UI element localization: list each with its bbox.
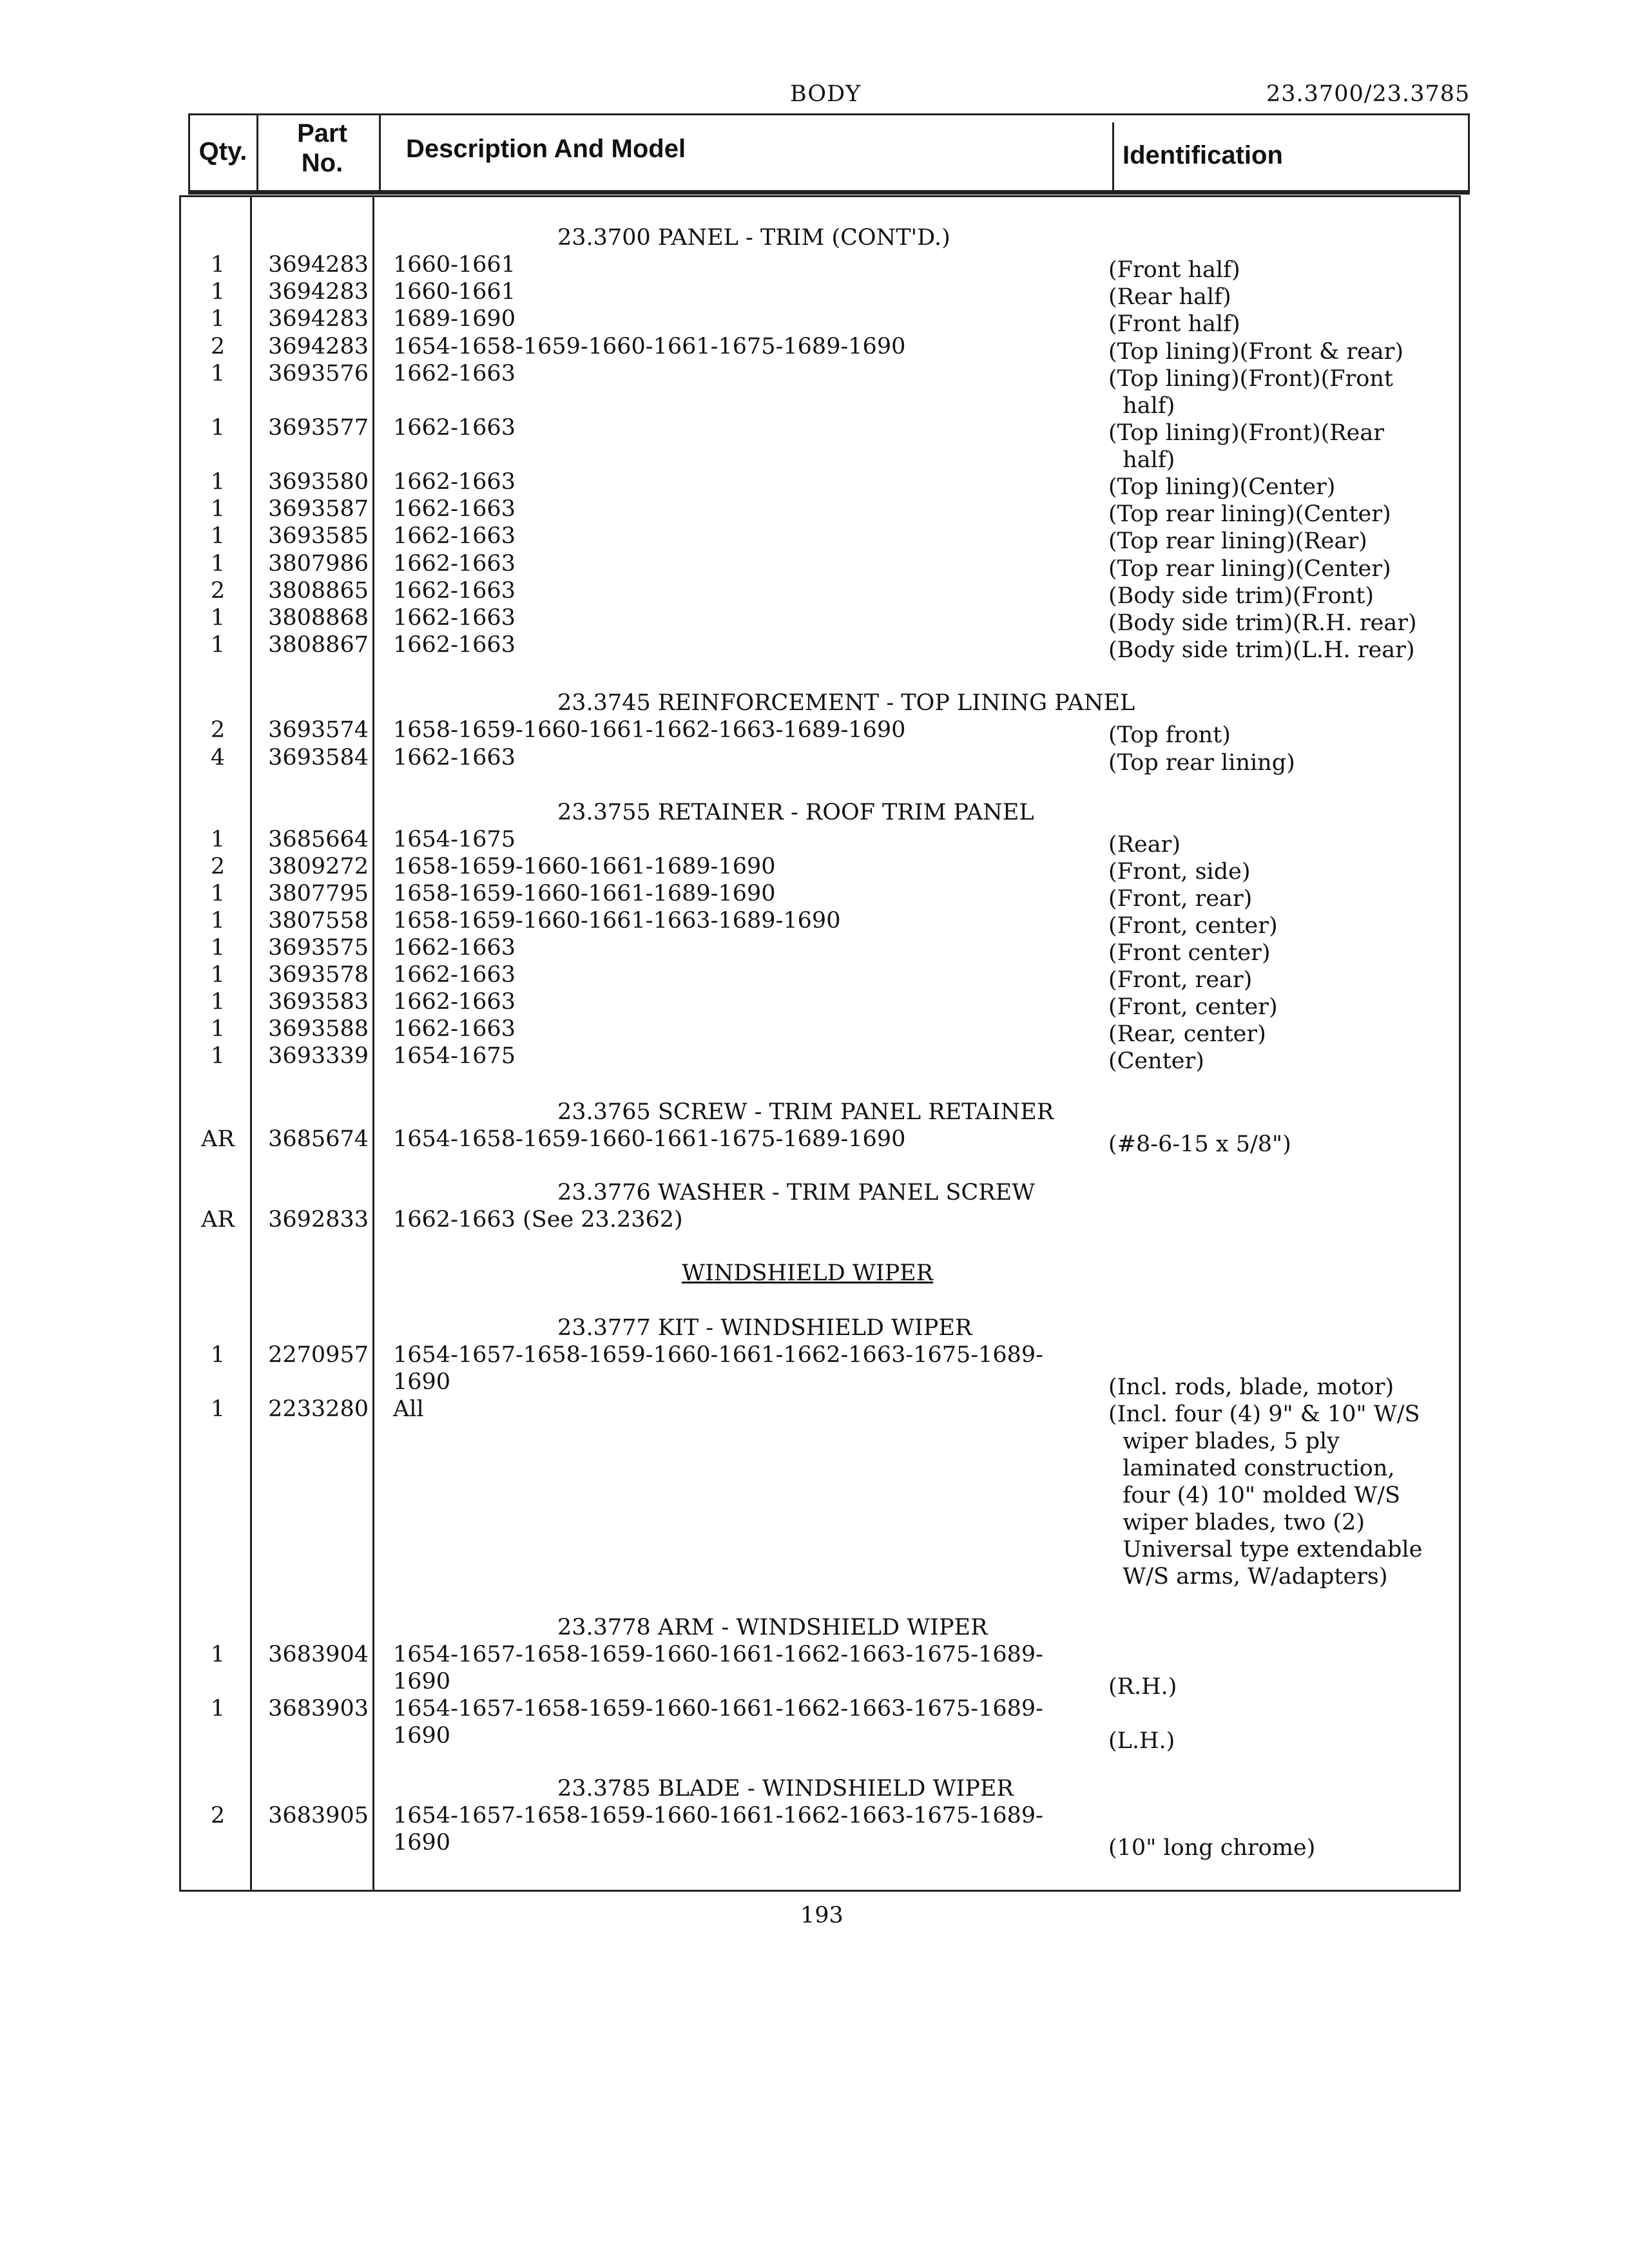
- identification-cell: (Rear half): [1108, 284, 1231, 310]
- description-cell: 1658-1659-1660-1661-1689-1690: [393, 854, 776, 879]
- part-number-cell: 3693585: [268, 523, 369, 549]
- identification-cell: (Front half): [1108, 311, 1240, 337]
- qty-cell: 1: [210, 469, 226, 495]
- identification-cell: (Top lining)(Front)(Rear half): [1108, 420, 1384, 473]
- part-number-cell: 3693588: [268, 1016, 369, 1042]
- part-number-cell: 3808867: [268, 632, 369, 658]
- qty-cell: 2: [210, 854, 226, 879]
- part-number-cell: 3685674: [268, 1126, 369, 1152]
- part-number-cell: 3693578: [268, 962, 369, 988]
- part-number-cell: 3808868: [268, 605, 369, 631]
- qty-cell: 1: [210, 279, 226, 305]
- part-number-cell: 3685664: [268, 827, 369, 852]
- qty-cell: 1: [210, 361, 226, 387]
- qty-cell: 2: [210, 578, 226, 604]
- identification-cell: (Top rear lining): [1108, 750, 1295, 776]
- column-header-description: Description And Model: [406, 135, 686, 163]
- qty-cell: 4: [210, 745, 226, 771]
- qty-cell: 1: [210, 908, 226, 934]
- part-number-cell: 3693584: [268, 745, 369, 771]
- identification-cell: (Body side trim)(L.H. rear): [1108, 637, 1415, 663]
- identification-cell: (Front, center): [1108, 913, 1278, 939]
- identification-cell: (#8-6-15 x 5/8"): [1108, 1131, 1291, 1157]
- description-cell: 1662-1663: [393, 496, 516, 522]
- part-number-cell: 3807795: [268, 881, 369, 907]
- part-number-cell: 3694283: [268, 252, 369, 278]
- part-number-cell: 3693580: [268, 469, 369, 495]
- description-cell: 1654-1657-1658-1659-1660-1661-1662-1663-1675-1689- 1690: [393, 1803, 1043, 1856]
- part-number-cell: 3809272: [268, 854, 369, 879]
- description-cell: 1654-1675: [393, 1043, 516, 1069]
- part-number-cell: 3694283: [268, 306, 369, 332]
- qty-cell: 1: [210, 1016, 226, 1042]
- description-cell: 1662-1663: [393, 605, 516, 631]
- description-cell: 1662-1663: [393, 632, 516, 658]
- qty-cell: 2: [210, 717, 226, 743]
- description-cell: 1654-1657-1658-1659-1660-1661-1662-1663-1675-1689- 1690: [393, 1696, 1043, 1749]
- description-cell: 1662-1663: [393, 469, 516, 495]
- qty-cell: 1: [210, 252, 226, 278]
- part-number-cell: 2270957: [268, 1342, 369, 1368]
- description-cell: 1654-1657-1658-1659-1660-1661-1662-1663-1675-1689- 1690: [393, 1642, 1043, 1695]
- column-divider: [372, 195, 374, 1890]
- description-cell: 1662-1663: [393, 415, 516, 441]
- column-header-identification: Identification: [1123, 141, 1283, 169]
- section-title: 23.3765 SCREW - TRIM PANEL RETAINER: [557, 1099, 1054, 1125]
- qty-cell: 1: [210, 306, 226, 332]
- column-header-part: Part No.: [297, 119, 347, 177]
- identification-cell: (Top lining)(Center): [1108, 474, 1336, 500]
- header-divider: [379, 113, 381, 193]
- part-number-cell: 2233280: [268, 1396, 369, 1422]
- identification-cell: (Top front): [1108, 722, 1231, 748]
- qty-cell: 1: [210, 881, 226, 907]
- qty-cell: 1: [210, 415, 226, 441]
- qty-cell: 1: [210, 1396, 226, 1422]
- column-header-qty: Qty.: [198, 137, 247, 166]
- qty-cell: 1: [210, 523, 226, 549]
- identification-cell: (Front, rear): [1108, 886, 1253, 912]
- identification-cell: (Rear, center): [1108, 1021, 1266, 1047]
- description-cell: 1662-1663: [393, 523, 516, 549]
- part-number-cell: 3693576: [268, 361, 369, 387]
- part-number-cell: 3692833: [268, 1207, 369, 1233]
- part-number-cell: 3683905: [268, 1803, 369, 1829]
- qty-cell: 2: [210, 334, 226, 360]
- description-cell: 1660-1661: [393, 252, 516, 278]
- part-number-cell: 3693587: [268, 496, 369, 522]
- identification-cell: (Top rear lining)(Center): [1108, 556, 1391, 582]
- identification-cell: (Body side trim)(R.H. rear): [1108, 610, 1417, 636]
- qty-cell: 1: [210, 496, 226, 522]
- section-title: 23.3785 BLADE - WINDSHIELD WIPER: [557, 1776, 1014, 1802]
- description-cell: 1658-1659-1660-1661-1662-1663-1689-1690: [393, 717, 906, 743]
- identification-cell: (Top lining)(Front & rear): [1108, 339, 1404, 365]
- description-cell: 1654-1658-1659-1660-1661-1675-1689-1690: [393, 334, 906, 360]
- qty-cell: 1: [210, 551, 226, 577]
- description-cell: 1662-1663: [393, 1016, 516, 1042]
- qty-cell: 1: [210, 605, 226, 631]
- identification-cell: (Front center): [1108, 940, 1271, 966]
- qty-cell: 1: [210, 1342, 226, 1368]
- section-title: 23.3745 REINFORCEMENT - TOP LINING PANEL: [557, 690, 1135, 716]
- description-cell: 1658-1659-1660-1661-1663-1689-1690: [393, 908, 841, 934]
- identification-cell: (Incl. rods, blade, motor): [1108, 1374, 1394, 1400]
- identification-cell: (Incl. four (4) 9" & 10" W/S wiper blades, 5 ply laminated construction, four (4) 10" molded W/S wiper blades, two (2) Universal type extendable W/S arms, W/adapters): [1108, 1401, 1423, 1590]
- qty-cell: AR: [201, 1126, 235, 1152]
- description-cell: 1654-1657-1658-1659-1660-1661-1662-1663-1675-1689- 1690: [393, 1342, 1043, 1395]
- part-number-cell: 3808865: [268, 578, 369, 604]
- qty-cell: 1: [210, 632, 226, 658]
- part-number-cell: 3807558: [268, 908, 369, 934]
- section-title: 23.3778 ARM - WINDSHIELD WIPER: [557, 1615, 988, 1640]
- description-cell: 1654-1658-1659-1660-1661-1675-1689-1690: [393, 1126, 906, 1152]
- section-title: 23.3700 PANEL - TRIM (CONT'D.): [557, 225, 950, 251]
- identification-cell: (Top lining)(Front)(Front half): [1108, 366, 1393, 419]
- qty-cell: 1: [210, 962, 226, 988]
- qty-cell: 1: [210, 935, 226, 961]
- description-cell: 1662-1663 (See 23.2362): [393, 1207, 683, 1233]
- description-cell: 1662-1663: [393, 361, 516, 387]
- part-number-cell: 3693339: [268, 1043, 369, 1069]
- qty-cell: AR: [201, 1207, 235, 1233]
- qty-cell: 1: [210, 1043, 226, 1069]
- identification-cell: (L.H.): [1108, 1728, 1175, 1754]
- identification-cell: (Center): [1108, 1048, 1204, 1074]
- identification-cell: (Front half): [1108, 257, 1240, 283]
- part-number-cell: 3693577: [268, 415, 369, 441]
- description-cell: 1662-1663: [393, 989, 516, 1015]
- identification-cell: (10" long chrome): [1108, 1835, 1316, 1861]
- page-header-title: BODY: [790, 81, 862, 107]
- qty-cell: 2: [210, 1803, 226, 1829]
- identification-cell: (Top rear lining)(Rear): [1108, 528, 1367, 554]
- header-divider: [256, 113, 258, 193]
- description-cell: 1662-1663: [393, 551, 516, 577]
- description-cell: 1654-1675: [393, 827, 516, 852]
- description-cell: 1662-1663: [393, 745, 516, 771]
- identification-cell: (Rear): [1108, 832, 1181, 858]
- section-title: WINDSHIELD WIPER: [682, 1260, 934, 1286]
- description-cell: 1662-1663: [393, 935, 516, 961]
- identification-cell: (Body side trim)(Front): [1108, 583, 1374, 609]
- description-cell: 1662-1663: [393, 578, 516, 604]
- part-number-cell: 3693575: [268, 935, 369, 961]
- description-cell: 1689-1690: [393, 306, 516, 332]
- identification-cell: (Front, side): [1108, 859, 1251, 885]
- identification-cell: (Top rear lining)(Center): [1108, 501, 1391, 527]
- description-cell: 1660-1661: [393, 279, 516, 305]
- section-title: 23.3777 KIT - WINDSHIELD WIPER: [557, 1315, 972, 1341]
- section-title: 23.3776 WASHER - TRIM PANEL SCREW: [557, 1180, 1036, 1206]
- qty-cell: 1: [210, 827, 226, 852]
- part-number-cell: 3693574: [268, 717, 369, 743]
- part-number-cell: 3694283: [268, 279, 369, 305]
- identification-cell: (Front, rear): [1108, 967, 1253, 993]
- part-number-cell: 3807986: [268, 551, 369, 577]
- part-number-cell: 3683904: [268, 1642, 369, 1667]
- identification-cell: (Front, center): [1108, 994, 1278, 1020]
- description-cell: All: [393, 1396, 424, 1422]
- qty-cell: 1: [210, 989, 226, 1015]
- part-number-cell: 3693583: [268, 989, 369, 1015]
- part-number-cell: 3683903: [268, 1696, 369, 1722]
- page-header-reference: 23.3700/23.3785: [1266, 81, 1470, 107]
- qty-cell: 1: [210, 1696, 226, 1722]
- description-cell: 1662-1663: [393, 962, 516, 988]
- section-title: 23.3755 RETAINER - ROOF TRIM PANEL: [557, 800, 1034, 825]
- identification-cell: (R.H.): [1108, 1674, 1177, 1700]
- page-number: 193: [800, 1903, 843, 1928]
- part-number-cell: 3694283: [268, 334, 369, 360]
- qty-cell: 1: [210, 1642, 226, 1667]
- description-cell: 1658-1659-1660-1661-1689-1690: [393, 881, 776, 907]
- header-divider: [1112, 122, 1114, 193]
